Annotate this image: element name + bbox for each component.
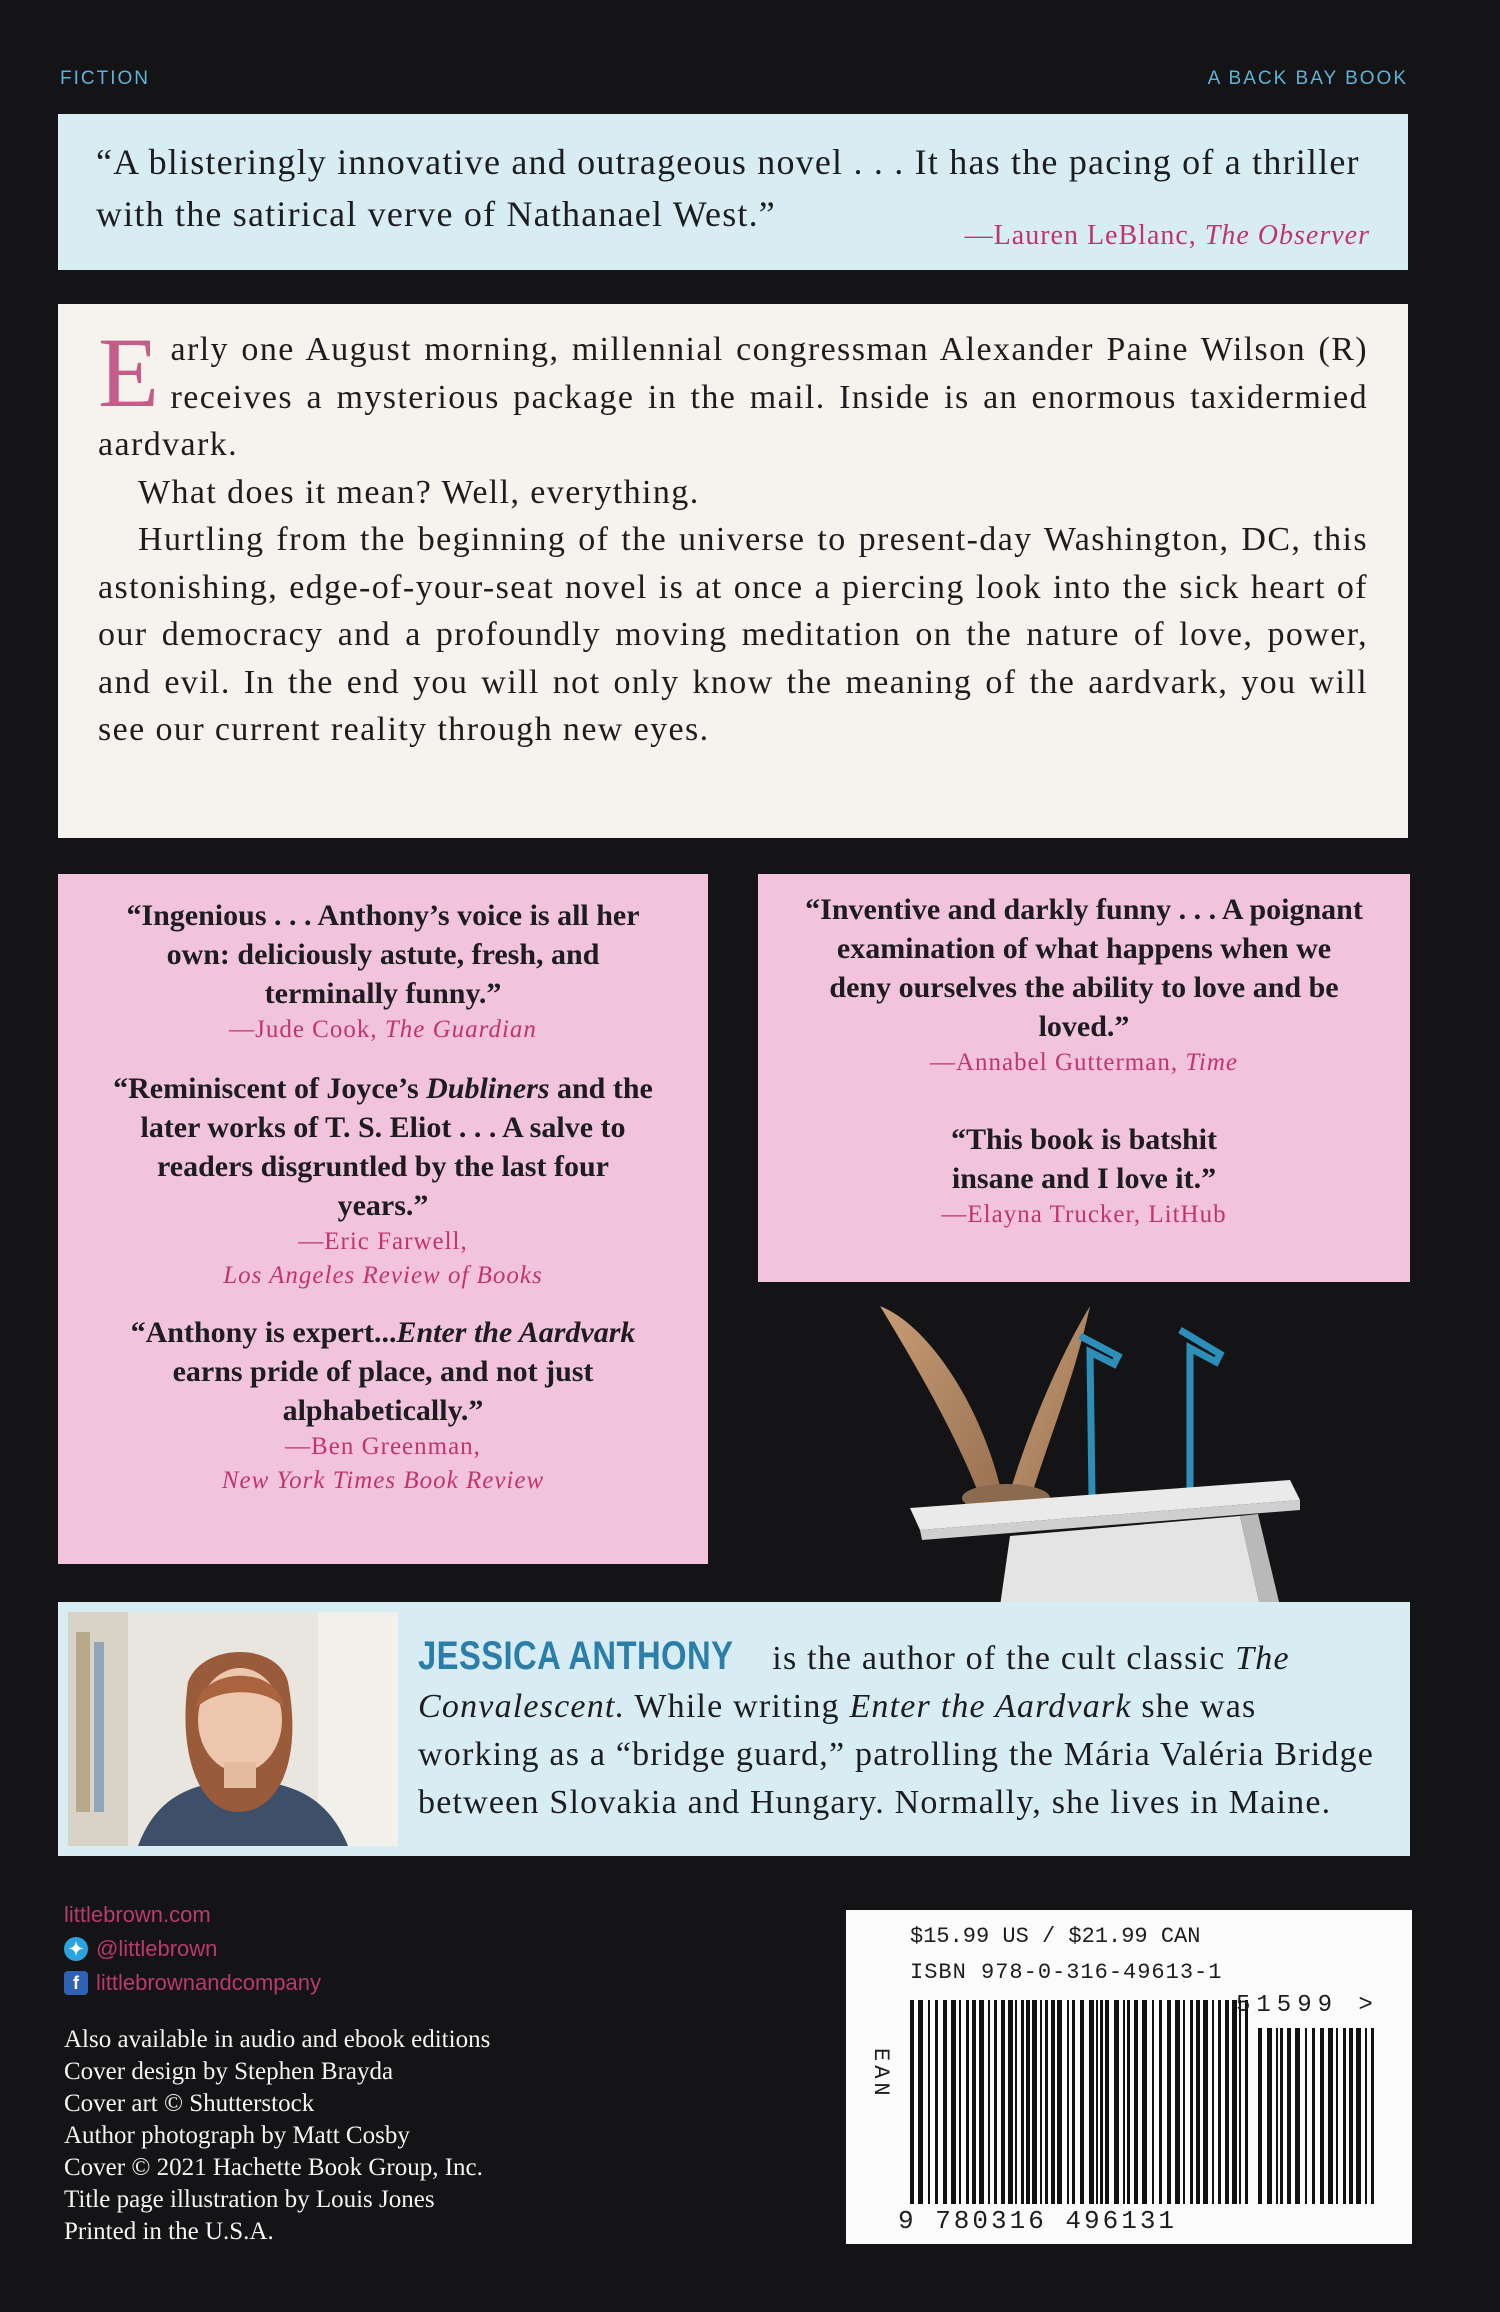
barcode-bar — [1096, 2000, 1098, 2204]
top-quote-panel — [58, 114, 1408, 270]
barcode-bar — [1349, 2028, 1353, 2204]
credit-line: Cover design by Stephen Brayda — [64, 2058, 394, 2085]
facebook-link[interactable] — [64, 1966, 321, 2000]
credit-line: Author photograph by Matt Cosby — [64, 2122, 410, 2149]
barcode-bar — [1336, 2028, 1338, 2204]
barcode-bar — [1276, 2028, 1278, 2204]
quote-book-title: Dubliners — [426, 1072, 550, 1105]
barcode-bar — [1196, 2000, 1200, 2204]
twitter-link[interactable] — [64, 1932, 321, 1966]
barcode-bar — [1328, 2028, 1333, 2204]
ean-label: EAN — [868, 2048, 893, 2100]
barcode-bar — [1312, 2028, 1315, 2204]
citation-author: —Ben Greenman, — [285, 1433, 481, 1460]
barcode-bar — [1267, 2028, 1272, 2204]
synopsis-paragraph-2: What does it mean? Well, everything. — [138, 473, 700, 511]
quote-text: earns pride of place, and not just alphabetically.” — [172, 1355, 594, 1427]
barcode-bar — [1152, 2000, 1154, 2204]
barcode-bar — [1100, 2000, 1103, 2204]
barcode-bar — [1287, 2028, 1291, 2204]
barcode-bar — [935, 2000, 938, 2204]
barcode-bar — [1183, 2000, 1185, 2204]
barcode-bar — [966, 2000, 969, 2204]
barcode-bar — [943, 2000, 947, 2204]
synopsis-paragraph-1: arly one August morning, millennial congressman Alexander Paine Wilson (R) receives a mysterious package in the mail. Inside is an enormous taxidermied aardvark. — [98, 331, 1368, 463]
barcode-bar — [1021, 2000, 1024, 2204]
publisher-links — [64, 1898, 321, 2000]
praise-quote: “This book is batshit insane and I love it.” — [951, 1123, 1217, 1195]
barcode-panel — [846, 1910, 1412, 2244]
barcode-bar — [1280, 2028, 1283, 2204]
barcode-bar — [1212, 2000, 1214, 2204]
barcode-bar — [1026, 2000, 1030, 2204]
dropcap-letter: E — [98, 317, 161, 428]
praise-citation — [113, 1013, 653, 1047]
bio-book-title-2: Enter the Aardvark — [849, 1688, 1132, 1725]
barcode-bar — [1365, 2028, 1367, 2204]
barcode-bar — [1239, 2000, 1241, 2204]
barcode-bar — [1015, 2000, 1017, 2204]
citation-author: —Eric Farwell, — [298, 1228, 468, 1255]
credit-line: Cover art © Shutterstock — [64, 2090, 315, 2117]
barcode-bar — [918, 2000, 923, 2204]
website-text: littlebrown.com — [64, 1902, 211, 1927]
praise-quote: “Inventive and darkly funny . . . A poignant examination of what happens when we deny ourselves the ability to love and be loved.” — [805, 893, 1363, 1043]
podium-illustration — [860, 1296, 1380, 1606]
barcode-bar — [951, 2000, 956, 2204]
credit-line: Printed in the U.S.A. — [64, 2218, 274, 2245]
barcode-bar — [1008, 2000, 1013, 2204]
barcode-bar — [1159, 2000, 1162, 2204]
barcode-bar — [972, 2000, 976, 2204]
barcode-bar — [1320, 2028, 1324, 2204]
credit-line: Title page illustration by Louis Jones — [64, 2186, 435, 2213]
microphone-right-icon — [1180, 1330, 1220, 1492]
praise-quote — [113, 1313, 653, 1430]
facebook-icon: f — [64, 1971, 88, 1995]
barcode-bar — [1343, 2028, 1346, 2204]
price-barcode — [1258, 2028, 1378, 2204]
imprint-label: A BACK BAY BOOK — [1207, 68, 1408, 89]
barcode-bar — [1371, 2028, 1374, 2204]
barcode-bar — [1245, 2000, 1248, 2204]
credits-list — [64, 2024, 490, 2248]
microphone-left-icon — [1080, 1336, 1118, 1496]
genre-label: FICTION — [60, 68, 150, 89]
barcode-bar — [1356, 2028, 1361, 2204]
top-quote-author: —Lauren LeBlanc, — [964, 220, 1205, 251]
praise-quote: “Ingenious . . . Anthony’s voice is all her own: deliciously astute, fresh, and terminally funny.” — [126, 899, 640, 1010]
praise-citation — [804, 1046, 1364, 1080]
barcode-bar — [1067, 2000, 1069, 2204]
citation-source-title: Los Angeles Review of Books — [223, 1262, 543, 1289]
citation-author: —Annabel Gutterman, — [930, 1049, 1186, 1076]
barcode-bar — [1032, 2000, 1037, 2204]
citation-source: The Guardian — [384, 1016, 537, 1043]
top-quote-text: “A blisteringly innovative and outrageous novel . . . It has the pacing of a thriller with the satirical verve of Nathanael West.” — [96, 142, 1360, 234]
barcode-bar — [979, 2000, 984, 2204]
barcode-bar — [1123, 2000, 1125, 2204]
barcode-bar — [1167, 2000, 1171, 2204]
barcode-bar — [1080, 2000, 1084, 2204]
barcode-bar — [910, 2000, 914, 2204]
barcode-bar — [1203, 2000, 1208, 2204]
barcode-bar — [994, 2000, 997, 2204]
quote-text: “Anthony is expert... — [130, 1316, 397, 1349]
barcode-bar — [1232, 2000, 1237, 2204]
barcode-bar — [1089, 2000, 1094, 2204]
citation-source — [113, 1464, 653, 1498]
credit-line: Cover © 2021 Hachette Book Group, Inc. — [64, 2154, 483, 2181]
bio-text-3: she was working as a “bridge guard,” patrolling the Mária Valéria Bridge between Slovakia and Hungary. Normally, she lives in Maine. — [418, 1688, 1375, 1821]
bio-text-2: While writing — [625, 1688, 850, 1725]
author-bio-text — [418, 1632, 1386, 1827]
barcode-digits: 9 780316 496131 — [898, 2206, 1178, 2236]
twitter-handle: @littlebrown — [96, 1936, 218, 1961]
barcode-bar — [1175, 2000, 1180, 2204]
citation-source — [113, 1259, 653, 1293]
quote-book-title: Enter the Aardvark — [396, 1316, 636, 1349]
twitter-icon: ✦ — [64, 1937, 88, 1961]
barcode-bar — [1040, 2000, 1042, 2204]
barcode-bar — [1295, 2028, 1300, 2204]
citation-source: Time — [1185, 1049, 1238, 1076]
barcode-bar — [1105, 2000, 1109, 2204]
barcode-bar — [1305, 2028, 1307, 2204]
barcode-bar — [1114, 2000, 1119, 2204]
price-text: $15.99 US / $21.99 CAN — [910, 1924, 1201, 1949]
barcode-bar — [928, 2000, 930, 2204]
top-quote-attribution — [965, 210, 1370, 262]
praise-citation: —Elayna Trucker, LitHub — [941, 1201, 1227, 1228]
price-code-text: 51599 > — [1236, 1992, 1379, 2019]
ear-left-icon — [880, 1306, 1000, 1492]
author-bio-panel — [58, 1602, 1410, 1856]
citation-source-title: New York Times Book Review — [221, 1467, 545, 1494]
barcode-bar — [1142, 2000, 1147, 2204]
quote-text: “Reminiscent of Joyce’s — [113, 1072, 427, 1105]
facebook-handle: littlebrownandcompany — [96, 1970, 322, 1995]
barcode-bar — [1258, 2028, 1262, 2204]
citation-author: —Jude Cook, — [229, 1016, 385, 1043]
barcode-bar — [1190, 2000, 1193, 2204]
website-link[interactable] — [64, 1898, 321, 1932]
praise-panel-right — [758, 874, 1410, 1282]
isbn-text: ISBN 978-0-316-49613-1 — [910, 1960, 1223, 1985]
ear-right-icon — [1010, 1306, 1090, 1494]
barcode-bar — [1045, 2000, 1048, 2204]
barcode-bar — [1057, 2000, 1062, 2204]
barcode-bar — [1001, 2000, 1005, 2204]
praise-quote — [113, 1069, 653, 1225]
barcode-bar — [1218, 2000, 1221, 2204]
barcode-bar — [1225, 2000, 1229, 2204]
isbn-barcode — [910, 2000, 1250, 2204]
top-quote-source: The Observer — [1204, 220, 1370, 251]
barcode-bar — [1127, 2000, 1130, 2204]
synopsis-panel — [58, 304, 1408, 838]
author-photo — [68, 1612, 398, 1846]
barcode-bar — [1134, 2000, 1138, 2204]
barcode-bar — [988, 2000, 990, 2204]
credit-line: Also available in audio and ebook editions — [64, 2026, 491, 2053]
barcode-bar — [959, 2000, 961, 2204]
synopsis-paragraph-3: Hurtling from the beginning of the universe to present-day Washington, DC, this astonishing, edge-of-your-seat novel is at once a piercing look into the sick heart of our democracy and a profoundly moving meditation on the nature of love, power, and evil. In the end you will not only know the meaning of the aardvark, you will see our current reality through new eyes. — [98, 521, 1368, 748]
barcode-bar — [1051, 2000, 1055, 2204]
author-name: JESSICA ANTHONY — [418, 1634, 734, 1678]
praise-panel-left — [58, 874, 708, 1564]
bio-text-1: is the author of the cult classic — [762, 1640, 1236, 1677]
barcode-bar — [1072, 2000, 1075, 2204]
quote-text: and the later works of T. S. Eliot . . . A salve to readers disgruntled by the last four years.” — [140, 1072, 653, 1222]
bio-book-title-1: The Convalescent. — [418, 1640, 1290, 1725]
